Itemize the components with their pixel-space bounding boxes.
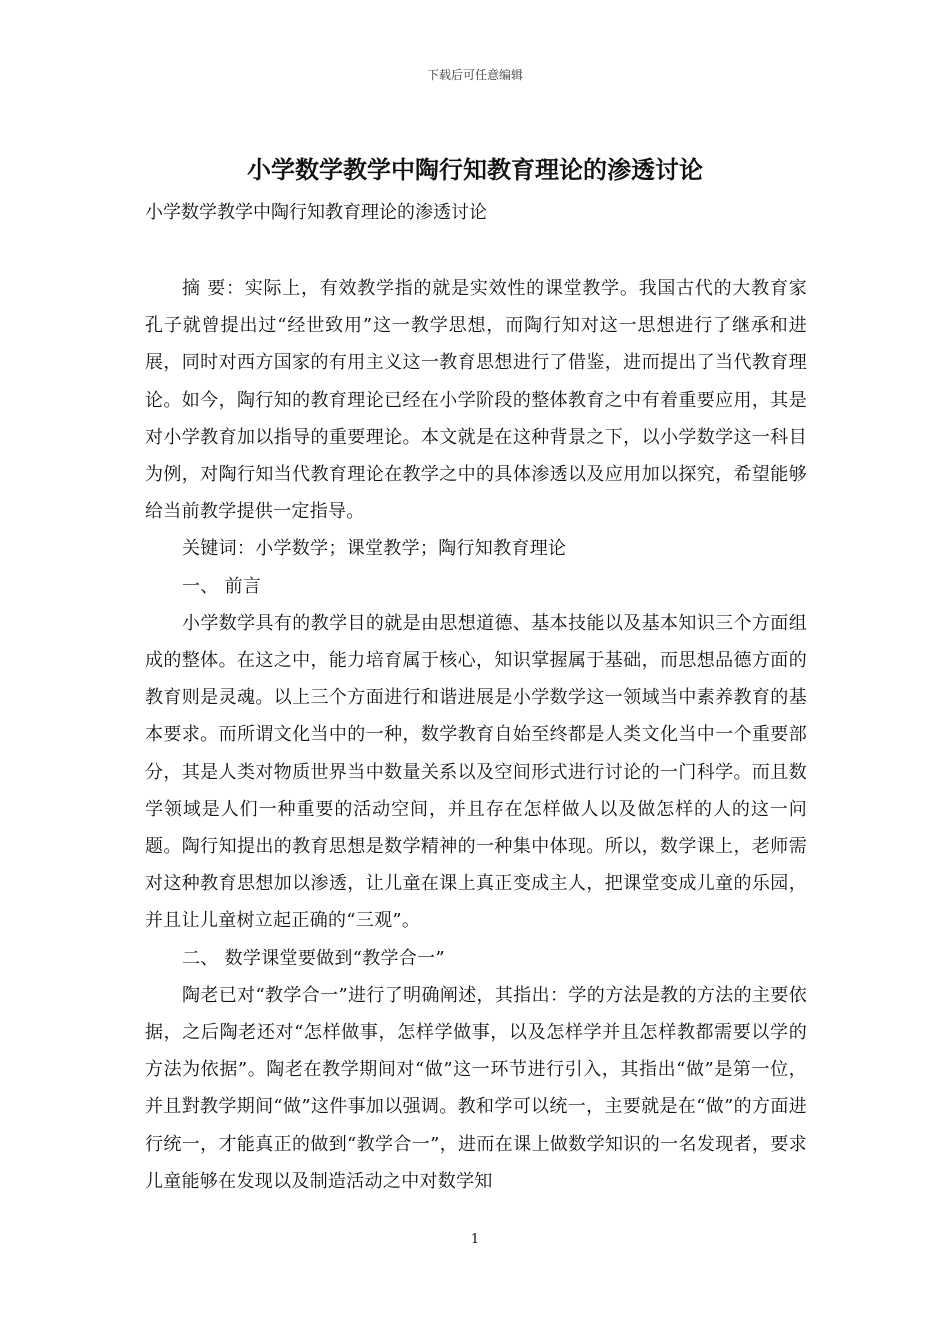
header-note: 下载后可任意编辑 xyxy=(426,68,523,82)
keywords-paragraph: 关键词：小学数学；课堂教学；陶行知教育理论 xyxy=(182,538,567,560)
section-heading-teaching-unity: 二、 数学课堂要做到“教学合一” xyxy=(182,947,445,969)
document-subtitle: 小学数学教学中陶行知教育理论的渗透讨论 xyxy=(145,202,487,223)
abstract-paragraph: 摘 要：实际上，有效教学指的就是实效性的课堂教学。我国古代的大教育家孔子就曾提出过“经世致用”这一教学思想，而陶行知对这一思想进行了继承和进展，同时对西方国家的有用主义这一教育思想进行了借鉴，进而提出了当代教育理论。如今，陶行知的教育理论已经在小学阶段的整体教育之中有着重要应用，其是对小学教育加以指导的重要理论。本文就是在这种背景之下，以小学数学这一科目为例，对陶行知当代教育理论在教学之中的具体渗透以及应用加以探究，希望能够给当前教学提供一定指导。 xyxy=(145,278,807,523)
document-body xyxy=(145,270,807,1200)
teaching-unity-paragraph: 陶老已对“教学合一”进行了明确阐述，其指出：学的方法是教的方法的主要依据，之后陶老还对“怎样做事，怎样学做事，以及怎样学并且怎样教都需要以学的方法为依据”。陶老在教学期间对“做”这一环节进行引入，其指出“做”是第一位，并且對教学期间“做”这件事加以强调。教和学可以统一，主要就是在“做”的方面进行统一，才能真正的做到“教学合一”，进而在课上做数学知识的一名发现者，要求儿童能够在发现以及制造活动之中对数学知 xyxy=(145,984,807,1192)
document-title: 小学数学教学中陶行知教育理论的渗透讨论 xyxy=(247,155,703,184)
section-heading-preface: 一、 前言 xyxy=(182,575,262,597)
page-number: 1 xyxy=(470,1232,480,1247)
preface-paragraph: 小学数学具有的教学目的就是由思想道德、基本技能以及基本知识三个方面组成的整体。在这之中，能力培育属于核心，知识掌握属于基础，而思想品德方面的教育则是灵魂。以上三个方面进行和谐进展是小学数学这一领域当中素养教育的基本要求。而所谓文化当中的一种，数学教育自始至终都是人类文化当中一个重要部分，其是人类对物质世界当中数量关系以及空间形式进行讨论的一门科学。而且数学领域是人们一种重要的活动空间，并且存在怎样做人以及做怎样的人的这一问题。陶行知提出的教育思想是数学精神的一种集中体现。所以，数学课上，老师需对这种教育思想加以渗透，让儿童在课上真正变成主人，把课堂变成儿童的乐园，并且让儿童树立起正确的“三观”。 xyxy=(145,612,807,932)
